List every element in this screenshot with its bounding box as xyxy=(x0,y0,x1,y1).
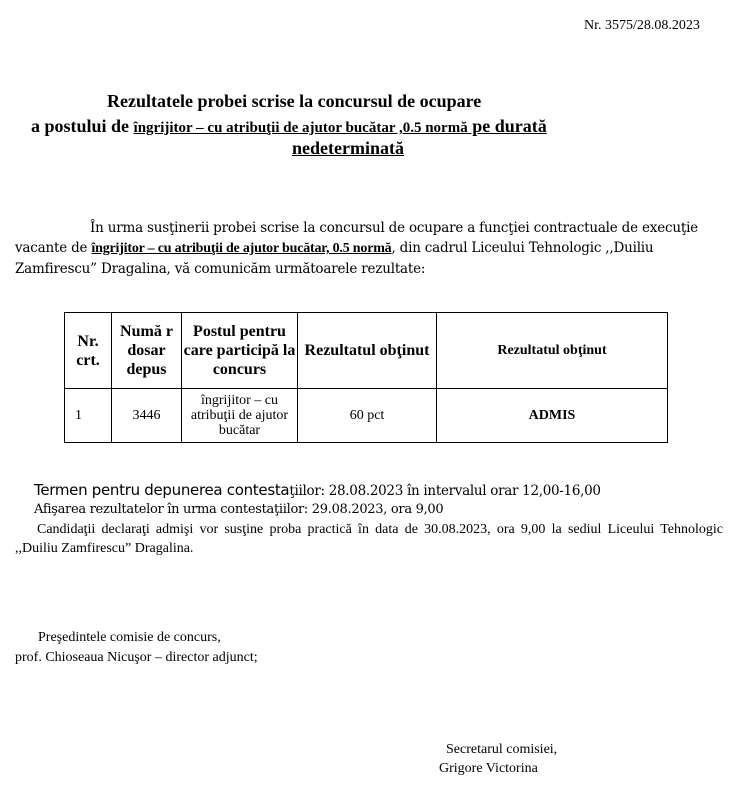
intro-post: îngrijitor – cu atribuţii de ajutor bucătar, 0.5 normă xyxy=(91,241,392,256)
title-prefix: a postului de xyxy=(31,116,134,136)
candidati-paragraph: Candidaţii declaraţi admişi vor susţine proba practică în data de 30.08.2023, ora 9,00 la sediul Liceului Tehnologic ,,Duiliu Zamfirescu” Dragalina. xyxy=(15,522,723,556)
cell-post: îngrijitor – cu atribuţii de ajutor bucătar xyxy=(182,389,298,443)
header-nr-crt: Nr. crt. xyxy=(65,313,112,389)
termen-label: Termen pentru depunerea contesta xyxy=(34,481,290,499)
table-row xyxy=(65,389,668,443)
afisare-rezultate: Afişarea rezultatelor în urma contestaţiilor: 29.08.2023, ora 9,00 xyxy=(34,502,444,517)
header-nr-dosar: Numă r dosar depus xyxy=(112,313,182,389)
presedinte-title: Preşedintele comisie de concurs, xyxy=(38,630,221,645)
intro-text: În urma susţinerii probei scrise la concursul de ocupare a funcţiei contractuale de execuţie vacante de xyxy=(15,220,698,256)
secretar-name: Grigore Victorina xyxy=(439,761,538,776)
title-line-1: Rezultatele probei scrise la concursul de ocupare xyxy=(107,91,482,111)
cell-nr: 1 xyxy=(65,389,112,443)
document-number: Nr. 3575/28.08.2023 xyxy=(584,18,700,33)
header-postul: Postul pentru care participă la concurs xyxy=(182,313,298,389)
intro-paragraph xyxy=(15,218,723,279)
intro-rest: , din cadrul Liceului Tehnologic ,,Duiliu Zamfirescu” Dragalina, vă comunicăm următoarele rezultate: xyxy=(15,240,654,277)
title-line-3: nedeterminată xyxy=(292,138,404,158)
header-rezultat-1: Rezultatul obţinut xyxy=(298,313,437,389)
cell-dosar: 3446 xyxy=(112,389,182,443)
title-suffix: pe durată xyxy=(467,116,547,136)
secretar-title: Secretarul comisiei, xyxy=(446,742,558,757)
termen-rest: ţiilor: 28.08.2023 în intervalul orar 12,00-16,00 xyxy=(289,483,601,499)
termen-contestatii xyxy=(34,481,601,499)
title-line-2 xyxy=(31,116,547,137)
cell-rezultat: ADMIS xyxy=(437,389,668,443)
presedinte-name: prof. Chioseaua Nicuşor – director adjunct; xyxy=(15,650,258,665)
cell-punctaj: 60 pct xyxy=(298,389,437,443)
table-header-row xyxy=(65,313,668,389)
title-post: îngrijitor – cu atribuţii de ajutor bucătar ,0.5 normă xyxy=(133,120,468,136)
header-rezultat-2: Rezultatul obţinut xyxy=(437,313,668,389)
results-table xyxy=(64,312,668,443)
